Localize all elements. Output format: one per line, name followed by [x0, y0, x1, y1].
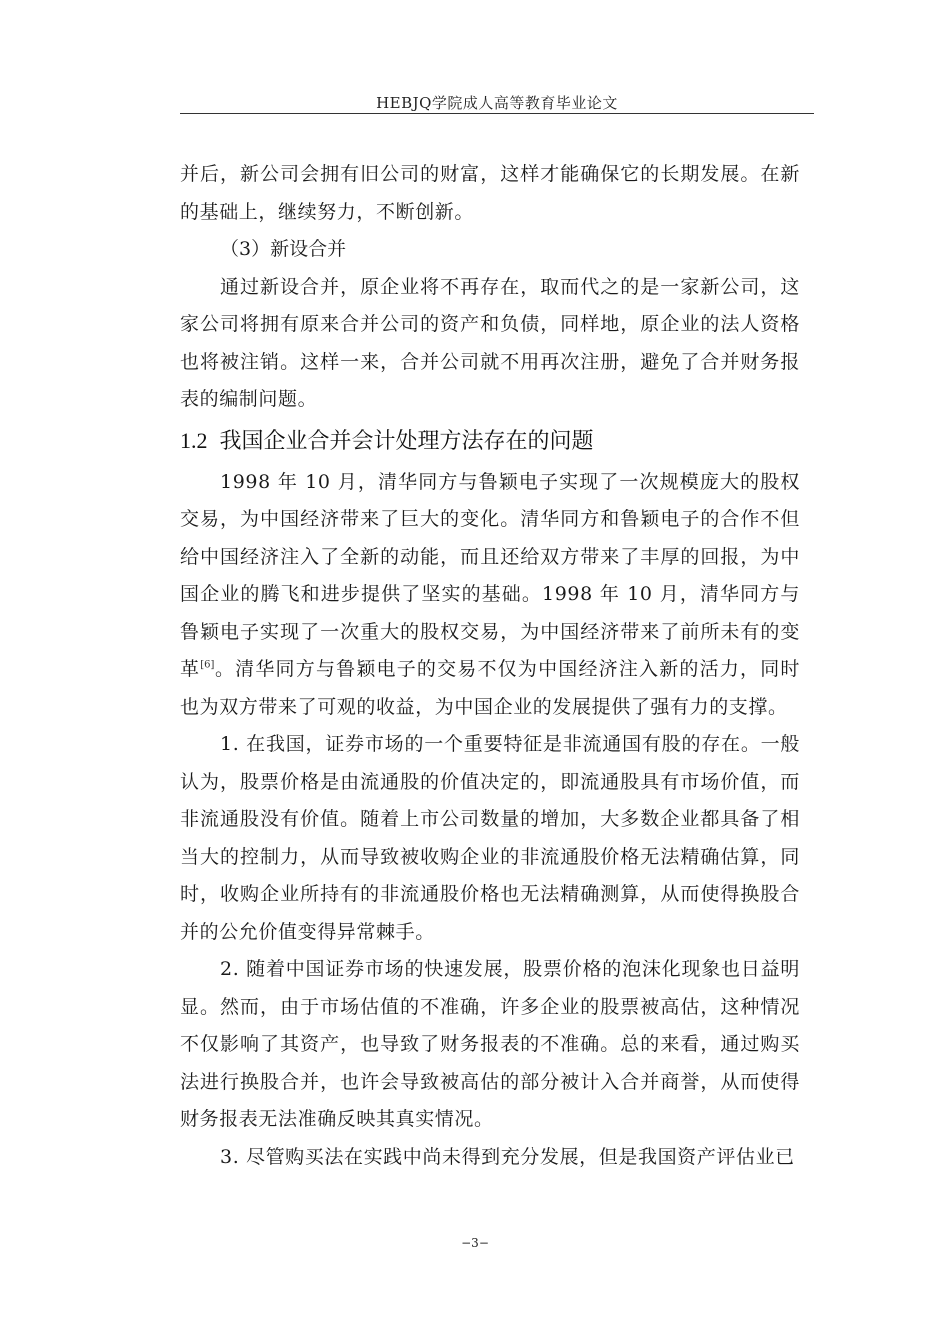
case-study-text: 1998 年 10 月，清华同方与鲁颖电子实现了一次规模庞大的股权交易，为中国经济带来了巨大的变化。清华同方和鲁颖电子的合作不但给中国经济注入了全新的动能，而且还给双方带来了丰厚的回报，为中国企业的腾飞和进步提供了坚实的基础。1998 年 10 月，清华同方与鲁颖电子实现了一次重大的股权交易，为中国经济带来了前所未有的变革	[180, 470, 800, 680]
paragraph-problem-2: 2. 随着中国证券市场的快速发展，股票价格的泡沫化现象也日益明显。然而，由于市场估值的不准确，许多企业的股票被高估，这种情况不仅影响了其资产，也导致了财务报表的不准确。总的来看，通过购买法进行换股合并，也许会导致被高估的部分被计入合并商誉，从而使得财务报表无法准确反映其真实情况。	[180, 958, 800, 1130]
case-study-text-continued: 。清华同方与鲁颖电子的交易不仅为中国经济注入新的活力，同时也为双方带来了可观的收益，为中国企业的发展提供了强有力的支撑。	[180, 658, 800, 718]
paragraph-problem-3: 3. 尽管购买法在实践中尚未得到充分发展，但是我国资产评估业已	[220, 1145, 795, 1168]
paragraph-new-merger: 通过新设合并，原企业将不再存在，取而代之的是一家新公司，这家公司将拥有原来合并公司的资产和负债，同样地，原企业的法人资格也将被注销。这样一来，合并公司就不用再次注册，避免了合并财务报表的编制问题。	[180, 275, 800, 410]
page-header: HEBJQ学院成人高等教育毕业论文	[376, 94, 618, 112]
paragraph-case-study	[180, 464, 800, 727]
section-heading	[180, 421, 800, 462]
paragraph-continued: 并后，新公司会拥有旧公司的财富，这样才能确保它的长期发展。在新的基础上，继续努力，不断创新。	[180, 163, 800, 223]
page-number: −3−	[461, 1236, 489, 1250]
section-title: 我国企业合并会计处理方法存在的问题	[219, 428, 594, 454]
subheading-new-merger: （3）新设合并	[220, 238, 347, 260]
paragraph-problem-1: 1. 在我国，证券市场的一个重要特征是非流通国有股的存在。一般认为，股票价格是由流通股的价值决定的，即流通股具有市场价值，而非流通股没有价值。随着上市公司数量的增加，大多数企业都具备了相当大的控制力，从而导致被收购企业的非流通股价格无法精确估算，同时，收购企业所持有的非流通股价格也无法精确测算，从而使得换股合并的公允价值变得异常棘手。	[180, 733, 800, 943]
document-body	[180, 156, 800, 1176]
section-number: 1.2	[180, 427, 208, 453]
citation-reference: [6]	[200, 659, 215, 671]
header-divider	[180, 113, 814, 114]
